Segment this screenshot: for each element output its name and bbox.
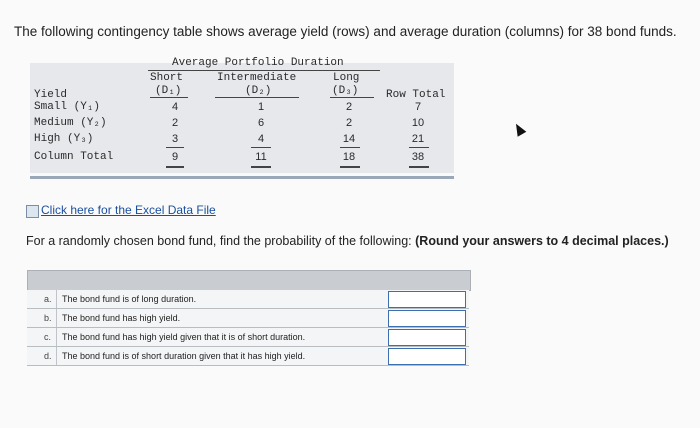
row-label: Column Total	[34, 151, 114, 163]
cell-value: 2	[171, 117, 179, 129]
row-label: Small (Y₁)	[34, 101, 101, 113]
row-divider	[56, 347, 57, 365]
row-divider	[56, 309, 57, 327]
answer-input-b[interactable]	[388, 310, 466, 327]
prompt-text: For a randomly chosen bond fund, find the probability of the following:	[26, 234, 416, 248]
cell-value: 2	[345, 101, 353, 113]
question-prompt	[26, 234, 669, 248]
double-underline	[409, 166, 429, 168]
answer-input-d[interactable]	[388, 348, 466, 365]
cell-value: 14	[342, 133, 356, 145]
col-header-intermediate-sub: (D₂)	[245, 85, 272, 97]
total-underline	[166, 147, 184, 148]
answer-table-header	[27, 270, 471, 291]
total-underline	[251, 147, 271, 148]
cell-value: 7	[414, 101, 422, 113]
col-header-short-sub: (D₁)	[155, 85, 182, 97]
long-col-underline	[330, 97, 374, 98]
excel-file-icon[interactable]	[26, 205, 39, 218]
row-divider	[56, 328, 57, 346]
double-underline	[166, 166, 184, 168]
cell-value: 3	[171, 133, 179, 145]
col-header-row-total: Row Total	[386, 89, 446, 101]
col-header-long: Long	[333, 72, 360, 84]
double-underline	[251, 166, 271, 168]
excel-data-file-link[interactable]: Click here for the Excel Data File	[41, 203, 216, 217]
answer-question: The bond fund has high yield given that it is of short duration.	[62, 332, 306, 342]
col-header-long-sub: (D₃)	[332, 85, 359, 97]
problem-statement: The following contingency table shows average yield (rows) and average duration (columns) for 38 bond funds.	[14, 24, 677, 39]
answer-letter: d.	[44, 351, 52, 361]
cell-value: 21	[411, 133, 425, 145]
mouse-cursor-icon	[512, 121, 527, 136]
inter-col-underline	[215, 97, 299, 98]
cell-value: 4	[171, 101, 179, 113]
col-header-short: Short	[150, 72, 184, 84]
cell-value: 2	[345, 117, 353, 129]
cell-value: 4	[257, 133, 265, 145]
answer-input-a[interactable]	[388, 291, 466, 308]
answer-letter: c.	[44, 332, 52, 342]
short-col-underline	[150, 97, 188, 98]
answer-question: The bond fund has high yield.	[62, 313, 181, 323]
row-label: High (Y₃)	[34, 133, 94, 145]
row-divider	[56, 290, 57, 308]
row-label: Medium (Y₂)	[34, 117, 107, 129]
cell-value: 11	[255, 151, 267, 163]
cell-value: 6	[257, 117, 265, 129]
cell-value: 10	[411, 117, 425, 129]
header-underline	[148, 70, 380, 71]
cell-value: 1	[257, 101, 265, 113]
prompt-rounding-note: (Round your answers to 4 decimal places.)	[415, 234, 669, 248]
header-average-portfolio-duration: Average Portfolio Duration	[172, 57, 344, 69]
answer-input-c[interactable]	[388, 329, 466, 346]
cell-value: 38	[411, 151, 425, 163]
total-underline	[340, 147, 360, 148]
cell-value: 18	[342, 151, 356, 163]
answer-letter: b.	[44, 313, 52, 323]
cell-value: 9	[171, 151, 179, 163]
table-bottom-border	[30, 176, 454, 179]
answer-question: The bond fund is of short duration given that it has high yield.	[62, 351, 306, 361]
answer-question: The bond fund is of long duration.	[62, 294, 197, 304]
col-header-intermediate: Intermediate	[217, 72, 297, 84]
answer-letter: a.	[44, 294, 52, 304]
double-underline	[340, 166, 360, 168]
row-header-yield: Yield	[34, 89, 68, 101]
total-underline	[409, 147, 429, 148]
